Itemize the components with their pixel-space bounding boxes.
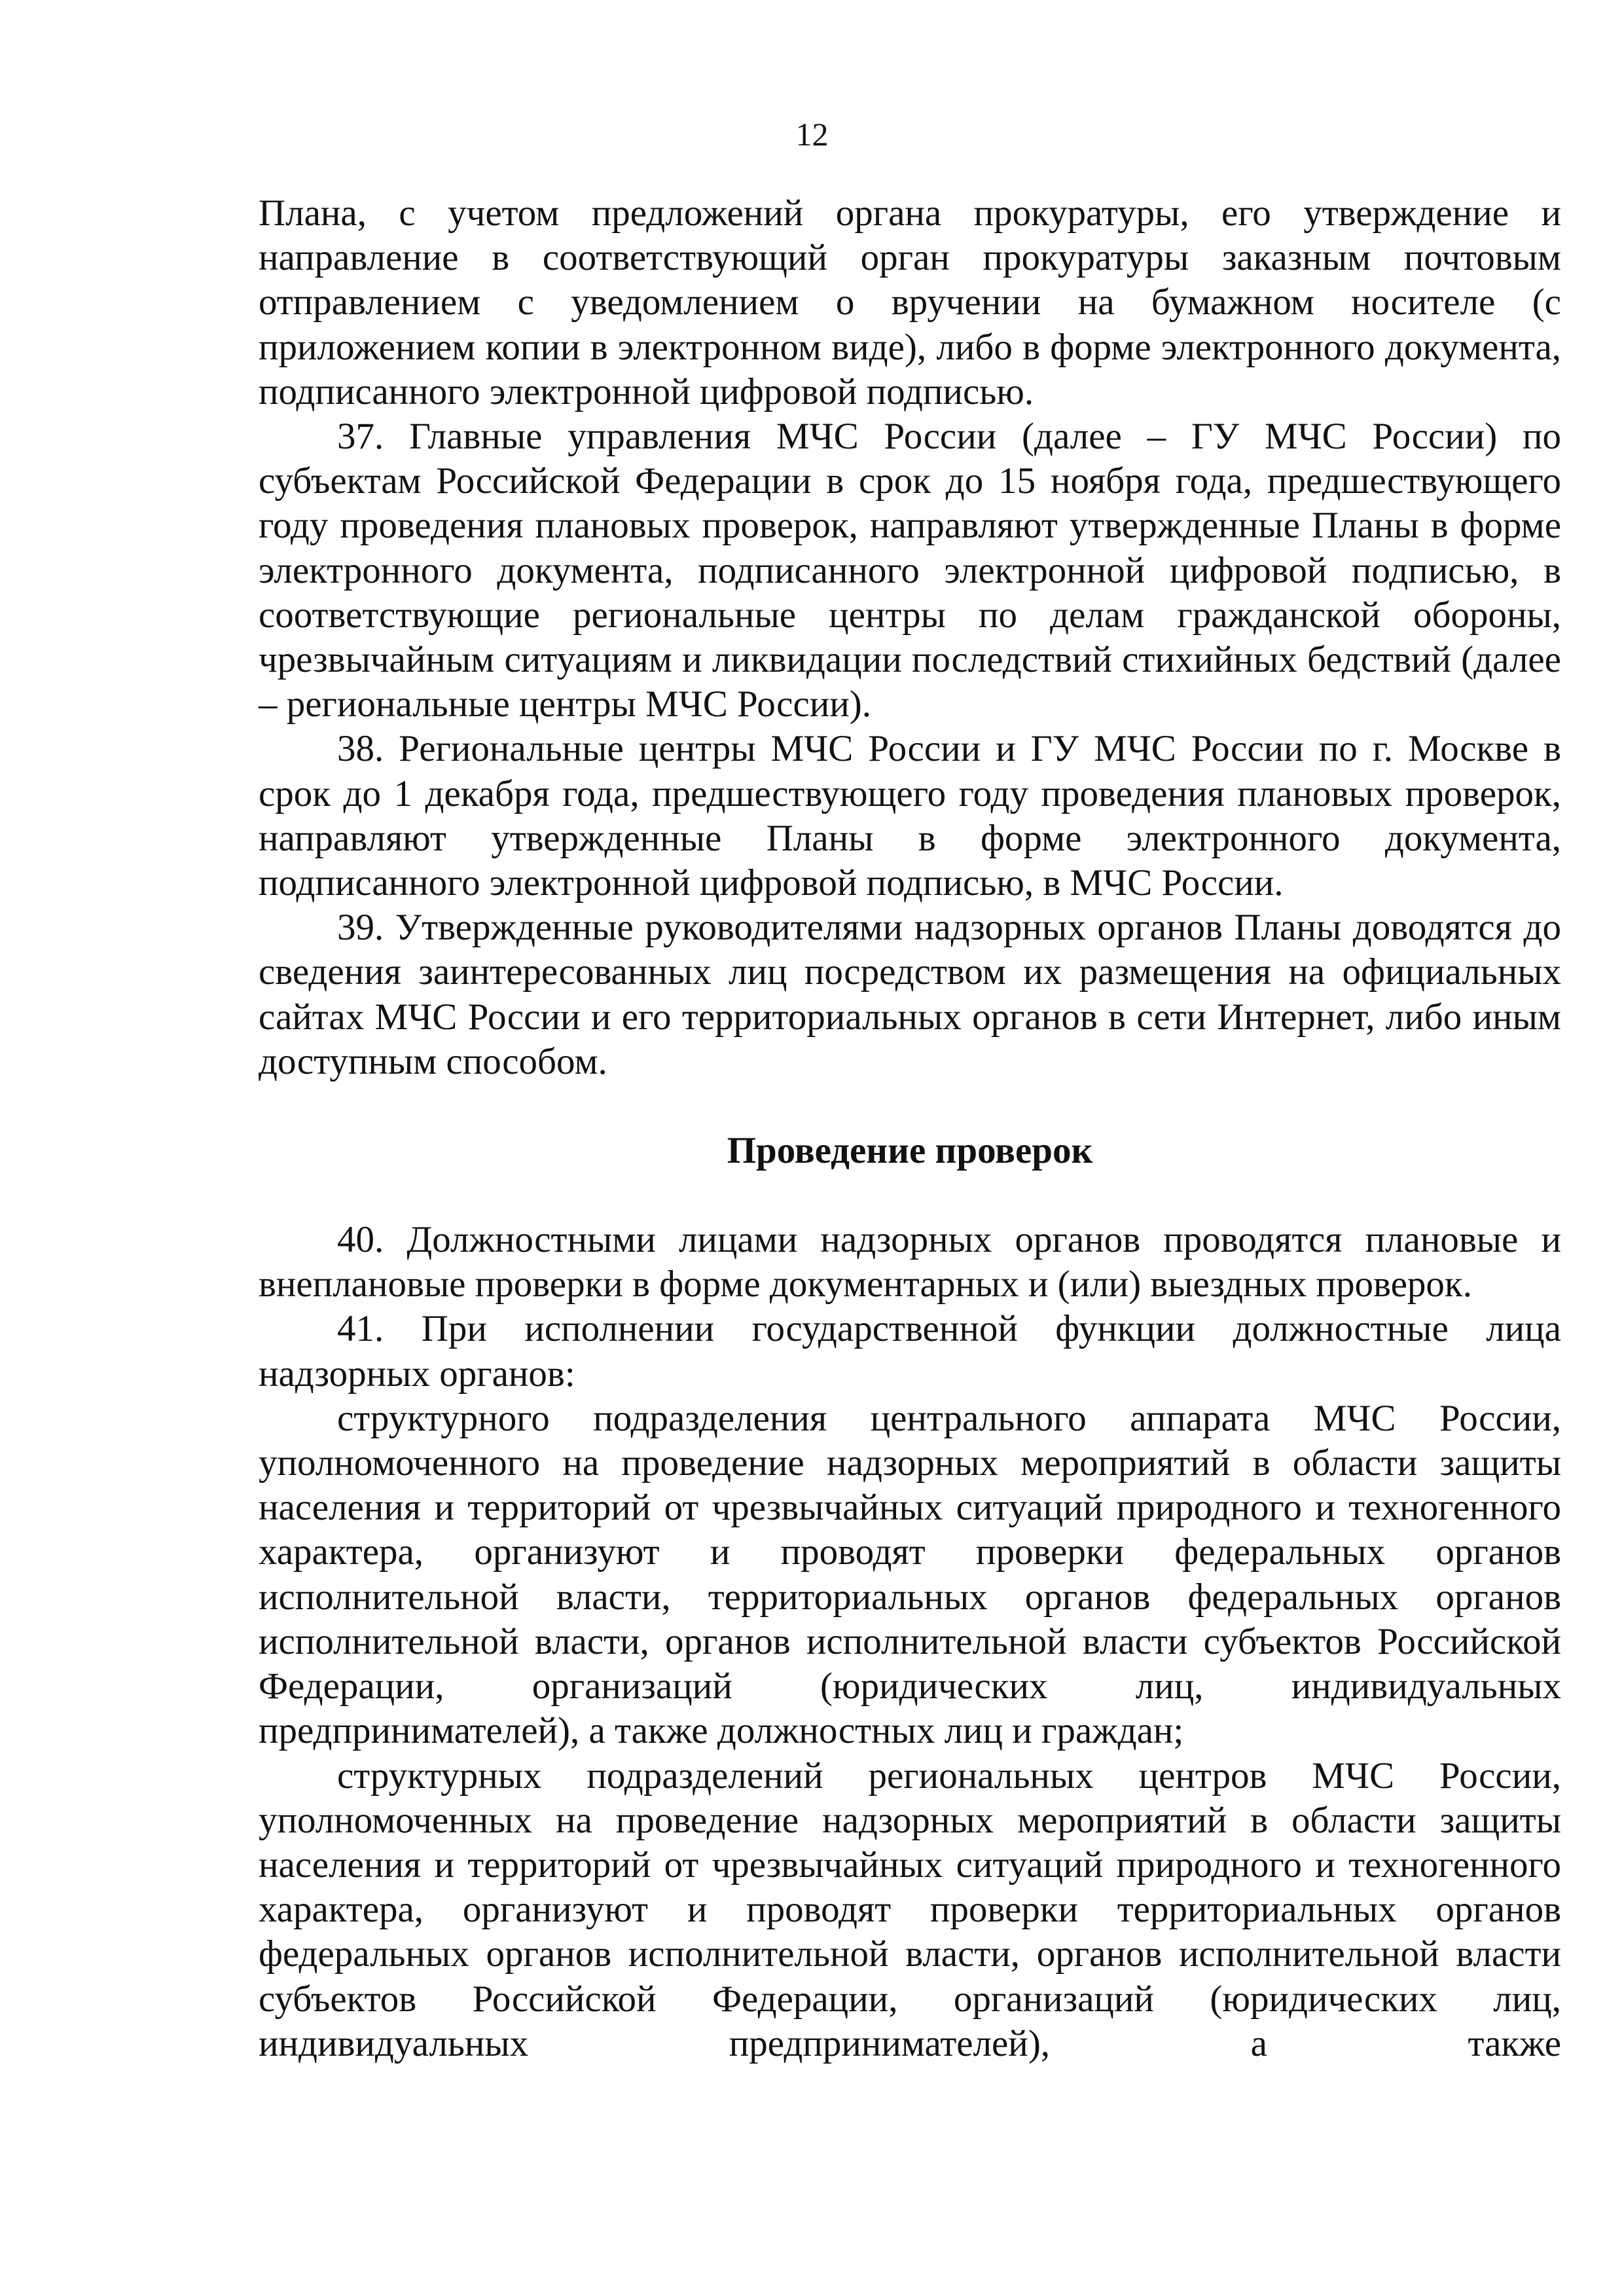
section-heading: Проведение проверок [727, 1130, 1093, 1172]
paragraph-38: 38. Региональные центры МЧС России и ГУ МЧС России по г. Москве в срок до 1 декабря года, предшествующего году проведения плановых проверок, направляют утвержденные Планы в форме электронного документа, подписанного электронной цифровой подписью, в МЧС России. [259, 728, 1561, 904]
document-body [259, 191, 1561, 2066]
paragraph-41: 41. При исполнении государственной функции должностные лица надзорных органов: [259, 1308, 1561, 1394]
paragraph-41-regional: структурных подразделений региональных центров МЧС России, уполномоченных на проведение надзорных мероприятий в области защиты населения и территорий от чрезвычайных ситуаций природного и техногенного характера, организуют и проводят проверки территориальных органов федеральных органов исполнительной власти, органов исполнительной власти субъектов Российской Федерации, организаций (юридических лиц, индивидуальных предпринимателей), а также [259, 1755, 1561, 2064]
paragraph-40: 40. Должностными лицами надзорных органов проводятся плановые и внеплановые проверки в форме документарных и (или) выездных проверок. [259, 1219, 1561, 1305]
paragraph-37: 37. Главные управления МЧС России (далее – ГУ МЧС России) по субъектам Российской Федерации в срок до 15 ноября года, предшествующего году проведения плановых проверок, направляют утвержденные Планы в форме электронного документа, подписанного электронной цифровой подписью, в соответствующие региональные центры по делам гражданской обороны, чрезвычайным ситуациям и ликвидации последствий стихийных бедствий (далее – региональные центры МЧС России). [259, 416, 1561, 725]
paragraph-continuation: Плана, с учетом предложений органа прокуратуры, его утверждение и направление в соответствующий орган прокуратуры заказным почтовым отправлением с уведомлением о вручении на бумажном носителе (с приложением копии в электронном виде), либо в форме электронного документа, подписанного электронной цифровой подписью. [259, 192, 1561, 412]
paragraph-39: 39. Утвержденные руководителями надзорных органов Планы доводятся до сведения заинтересованных лиц посредством их размещения на официальных сайтах МЧС России и его территориальных органов в сети Интернет, либо иным доступным способом. [259, 907, 1561, 1082]
page-number: 12 [795, 116, 829, 153]
paragraph-41-central: структурного подразделения центрального аппарата МЧС России, уполномоченного на проведение надзорных мероприятий в области защиты населения и территорий от чрезвычайных ситуаций природного и техногенного характера, организуют и проводят проверки федеральных органов исполнительной власти, территориальных органов федеральных органов исполнительной власти, органов исполнительной власти субъектов Российской Федерации, организаций (юридических лиц, индивидуальных предпринимателей), а также должностных лиц и граждан; [259, 1397, 1561, 1752]
